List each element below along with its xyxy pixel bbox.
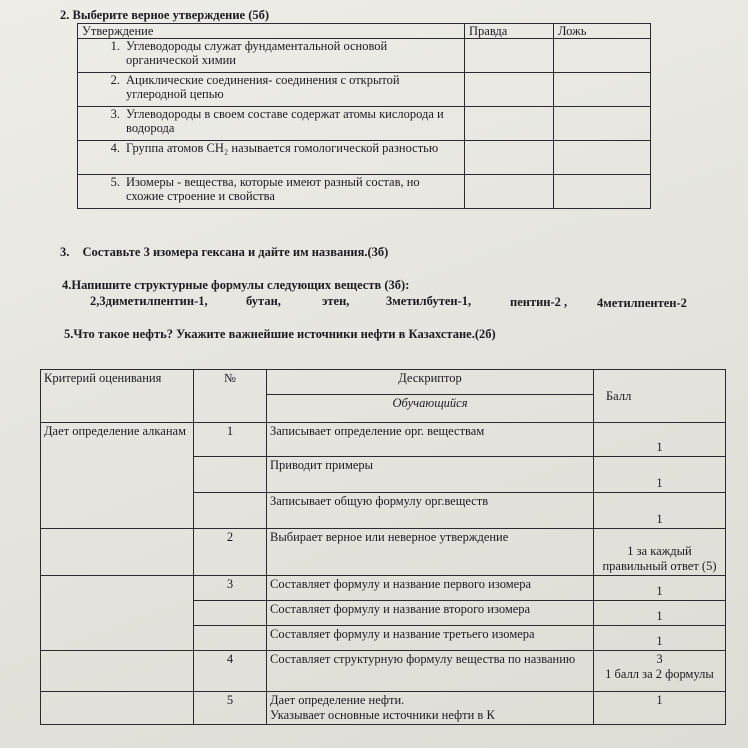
descriptor-cell: Составляет формулу и название третьего изомера xyxy=(267,626,594,651)
task-number: 3 xyxy=(194,576,267,601)
rubric-row xyxy=(41,692,726,725)
header-false: Ложь xyxy=(554,24,651,39)
descriptor-cell: Составляет формулу и название первого изомера xyxy=(267,576,594,601)
answer-false-cell[interactable] xyxy=(554,141,651,175)
descriptor-cell: Составляет структурную формулу вещества по названию xyxy=(267,651,594,692)
score-cell: 1 xyxy=(594,692,726,725)
statement-number: 2. xyxy=(110,73,120,87)
score-cell: 1 xyxy=(594,601,726,626)
task-number xyxy=(194,626,267,651)
task3 xyxy=(60,245,388,260)
score-cell: 1 xyxy=(594,626,726,651)
statements-header-row xyxy=(78,24,651,39)
descriptor-cell: Составляет формулу и название второго изомера xyxy=(267,601,594,626)
task3-text: Составьте 3 изомера гексана и дайте им названия.(3б) xyxy=(82,245,389,259)
answer-false-cell[interactable] xyxy=(554,107,651,141)
statement-text: Изомеры - вещества, которые имеют разный состав, но схожие строение и свойства xyxy=(126,175,420,203)
score-cell: 1 xyxy=(594,576,726,601)
answer-false-cell[interactable] xyxy=(554,175,651,209)
task-number: 2 xyxy=(194,529,267,576)
descriptor-cell: Выбирает верное или неверное утверждение xyxy=(267,529,594,576)
substance-item: 3метилбутен-1, xyxy=(386,294,472,308)
score-note: 1 балл за 2 формулы xyxy=(605,667,714,681)
task-number: 1 xyxy=(194,423,267,457)
header-criterion: Критерий оценивания xyxy=(41,370,194,423)
task-number xyxy=(194,601,267,626)
header-number: № xyxy=(194,370,267,423)
criterion-cell xyxy=(41,529,194,576)
header-student: Обучающийся xyxy=(267,395,594,423)
criterion-cell: Дает определение алканам xyxy=(41,423,194,529)
task-number: 4 xyxy=(194,651,267,692)
score-cell: 1 за каждый правильный ответ (5) xyxy=(594,529,726,576)
statements-table xyxy=(77,23,651,209)
descriptor-cell: Записывает общую формулу орг.веществ xyxy=(267,493,594,529)
answer-true-cell[interactable] xyxy=(465,175,554,209)
header-true: Правда xyxy=(465,24,554,39)
score-cell: 1 xyxy=(594,423,726,457)
score-cell: 1 xyxy=(594,457,726,493)
task5-text: 5.Что такое нефть? Укажите важнейшие источники нефти в Казахстане.(2б) xyxy=(64,327,496,341)
task-number: 5 xyxy=(194,692,267,725)
answer-false-cell[interactable] xyxy=(554,39,651,73)
statement-number: 1. xyxy=(110,39,120,53)
rubric-header-row xyxy=(41,370,726,395)
descriptor-cell: Приводит примеры xyxy=(267,457,594,493)
task2-title: 2. Выберите верное утверждение (5б) xyxy=(60,8,270,22)
substance-item: этен, xyxy=(322,294,350,308)
answer-true-cell[interactable] xyxy=(465,141,554,175)
substance-item: бутан, xyxy=(246,294,281,308)
statement-row xyxy=(78,39,651,73)
statement-number: 4. xyxy=(110,141,120,155)
header-statement: Утверждение xyxy=(78,24,465,39)
rubric-row xyxy=(41,423,726,457)
statement-text: Ациклические соединения- соединения с открытой углеродной цепью xyxy=(126,73,400,101)
score-cell xyxy=(594,651,726,692)
descriptor-line: Дает определение нефти. xyxy=(270,693,405,707)
rubric-table xyxy=(40,369,726,725)
statement-number: 3. xyxy=(110,107,120,121)
header-descriptor: Дескриптор xyxy=(267,370,594,395)
rubric-row xyxy=(41,651,726,692)
score-cell: 1 xyxy=(594,493,726,529)
statement-row xyxy=(78,107,651,141)
score-value: 3 xyxy=(656,652,663,666)
substance-item: 2,3диметилпентин-1, xyxy=(90,294,208,308)
rubric-row xyxy=(41,576,726,601)
substance-item: 4метилпентен-2 xyxy=(597,296,687,310)
answer-true-cell[interactable] xyxy=(465,39,554,73)
statement-row xyxy=(78,175,651,209)
criterion-cell xyxy=(41,576,194,651)
descriptor-line: Указывает основные источники нефти в К xyxy=(270,708,495,722)
criterion-cell xyxy=(41,692,194,725)
answer-true-cell[interactable] xyxy=(465,107,554,141)
task-number xyxy=(194,457,267,493)
answer-false-cell[interactable] xyxy=(554,73,651,107)
statement-number: 5. xyxy=(110,175,120,189)
criterion-cell xyxy=(41,651,194,692)
statement-text: Группа атомов CH₂ называется гомологической разностью xyxy=(126,141,439,155)
header-score: Балл xyxy=(594,370,726,423)
descriptor-cell: Записывает определение орг. веществам xyxy=(267,423,594,457)
substance-item: пентин-2 , xyxy=(510,295,568,309)
answer-true-cell[interactable] xyxy=(465,73,554,107)
task3-number: 3. xyxy=(60,245,70,259)
rubric-row xyxy=(41,529,726,576)
statement-text: Углеводороды в своем составе содержат атомы кислорода и водорода xyxy=(126,107,444,135)
statement-text: Углеводороды служат фундаментальной основой органической химии xyxy=(126,39,388,67)
task4-text: 4.Напишите структурные формулы следующих веществ (3б): xyxy=(62,278,410,292)
statement-row xyxy=(78,141,651,175)
statement-row xyxy=(78,73,651,107)
task-number xyxy=(194,493,267,529)
descriptor-cell xyxy=(267,692,594,725)
